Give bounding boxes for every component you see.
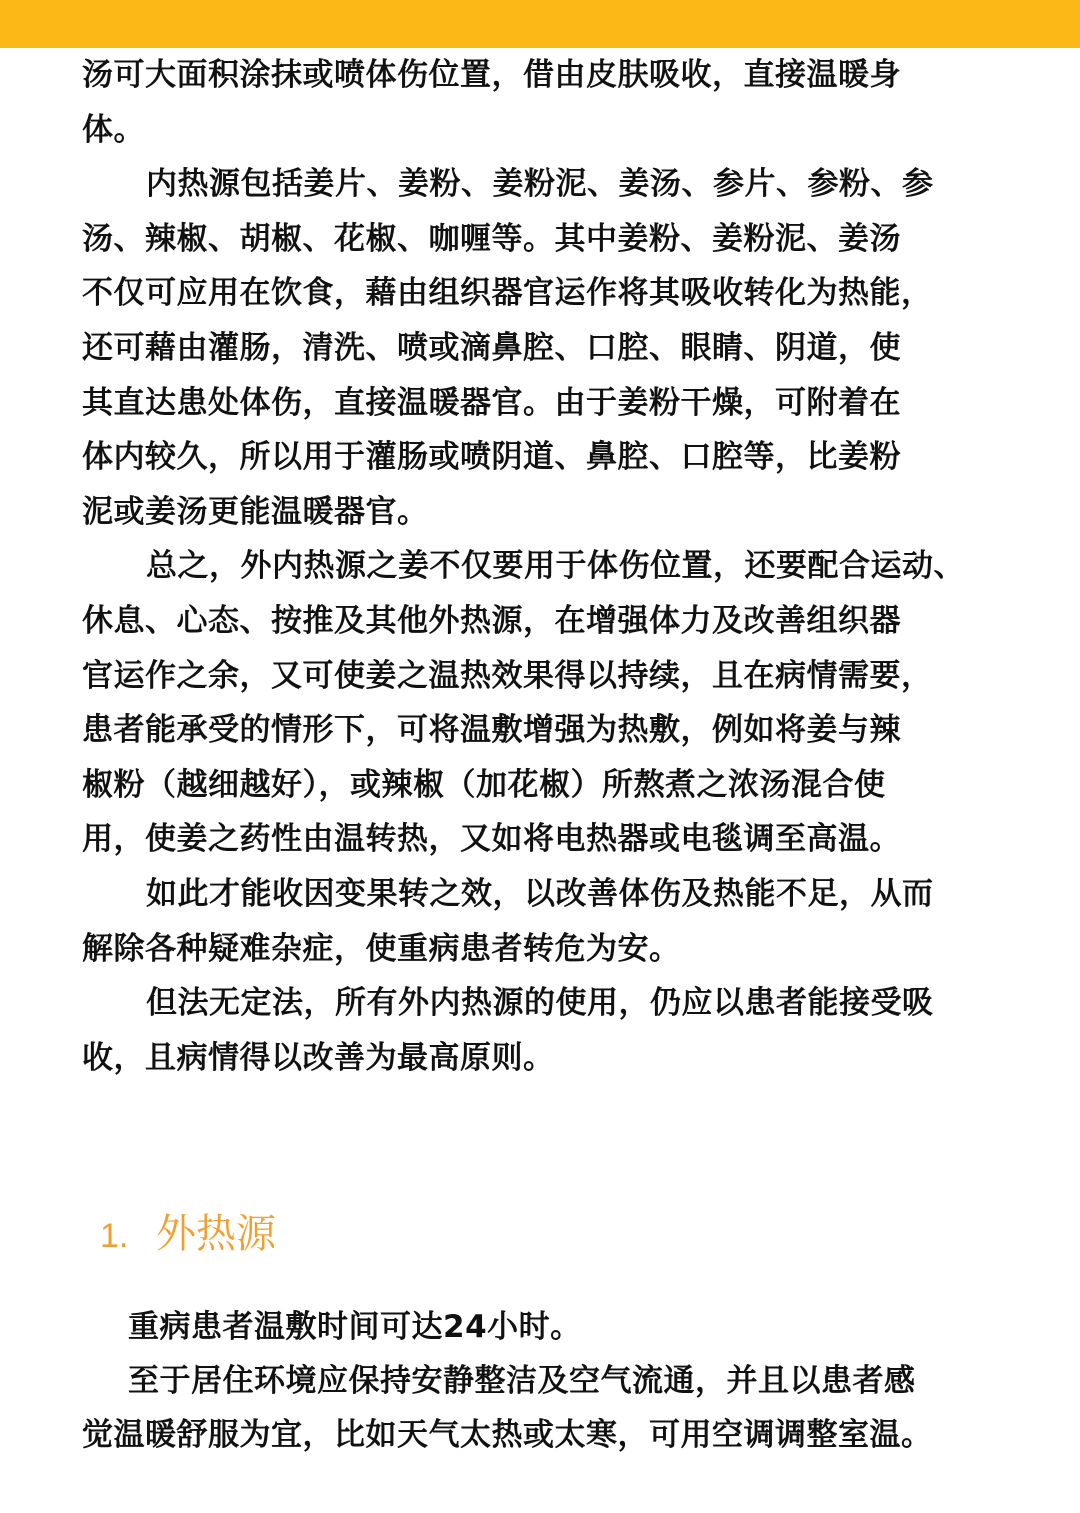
paragraph (82, 539, 1042, 867)
paragraph (82, 48, 1042, 157)
text-line: 休息、心态、按推及其他外热源，在增强体力及改善组织器 (82, 602, 901, 639)
section-title: 外热源 (156, 1212, 276, 1256)
text-line: 还可藉由灌肠，清洗、喷或滴鼻腔、口腔、眼睛、阴道，使 (82, 329, 901, 366)
text-line: 收，且病情得以改善为最高原则。 (82, 1039, 555, 1076)
article-body (82, 48, 1042, 1085)
text-line: 汤、辣椒、胡椒、花椒、咖喱等。其中姜粉、姜粉泥、姜汤 (82, 220, 901, 257)
paragraph (82, 976, 1042, 1085)
paragraph (82, 1354, 1042, 1462)
text-line: 患者能承受的情形下，可将温敷增强为热敷，例如将姜与辣 (82, 712, 901, 749)
section-number: 1. (100, 1217, 129, 1255)
text-line: 重病患者温敷时间可达24小时。 (128, 1309, 582, 1345)
text-line: 如此才能收因变果转之效，以改善体伤及热能不足，从而 (146, 875, 934, 912)
text-line: 体。 (82, 111, 145, 148)
paragraph (82, 157, 1042, 539)
text-line: 泥或姜汤更能温暖器官。 (82, 493, 429, 530)
text-line: 解除各种疑难杂症，使重病患者转危为安。 (82, 930, 681, 967)
text-line: 体内较久，所以用于灌肠或喷阴道、鼻腔、口腔等，比姜粉 (82, 439, 901, 476)
text-line: 至于居住环境应保持安静整洁及空气流通，并且以患者感 (128, 1363, 916, 1399)
text-line: 内热源包括姜片、姜粉、姜粉泥、姜汤、参片、参粉、参 (146, 166, 934, 203)
text-line: 其直达患处体伤，直接温暖器官。由于姜粉干燥，可附着在 (82, 384, 901, 421)
section-body (82, 1300, 1042, 1462)
text-line: 汤可大面积涂抹或喷体伤位置，借由皮肤吸收，直接温暖身 (82, 57, 901, 93)
text-line: 但法无定法，所有外内热源的使用，仍应以患者能接受吸 (146, 985, 934, 1022)
text-line: 不仅可应用在饮食，藉由组织器官运作将其吸收转化为热能， (82, 275, 933, 312)
text-line: 用，使姜之药性由温转热，又如将电热器或电毯调至高温。 (82, 821, 901, 858)
section-heading (100, 1204, 276, 1266)
text-line: 官运作之余，又可使姜之温热效果得以持续，且在病情需要， (82, 657, 933, 694)
top-accent-bar (0, 0, 1080, 48)
text-line: 觉温暖舒服为宜，比如天气太热或太寒，可用空调调整室温。 (82, 1417, 933, 1453)
text-line: 椒粉（越细越好），或辣椒（加花椒）所熬煮之浓汤混合使 (82, 766, 886, 803)
paragraph (82, 867, 1042, 976)
text-line: 总之，外内热源之姜不仅要用于体伤位置，还要配合运动、 (146, 548, 965, 585)
paragraph (82, 1300, 1042, 1354)
